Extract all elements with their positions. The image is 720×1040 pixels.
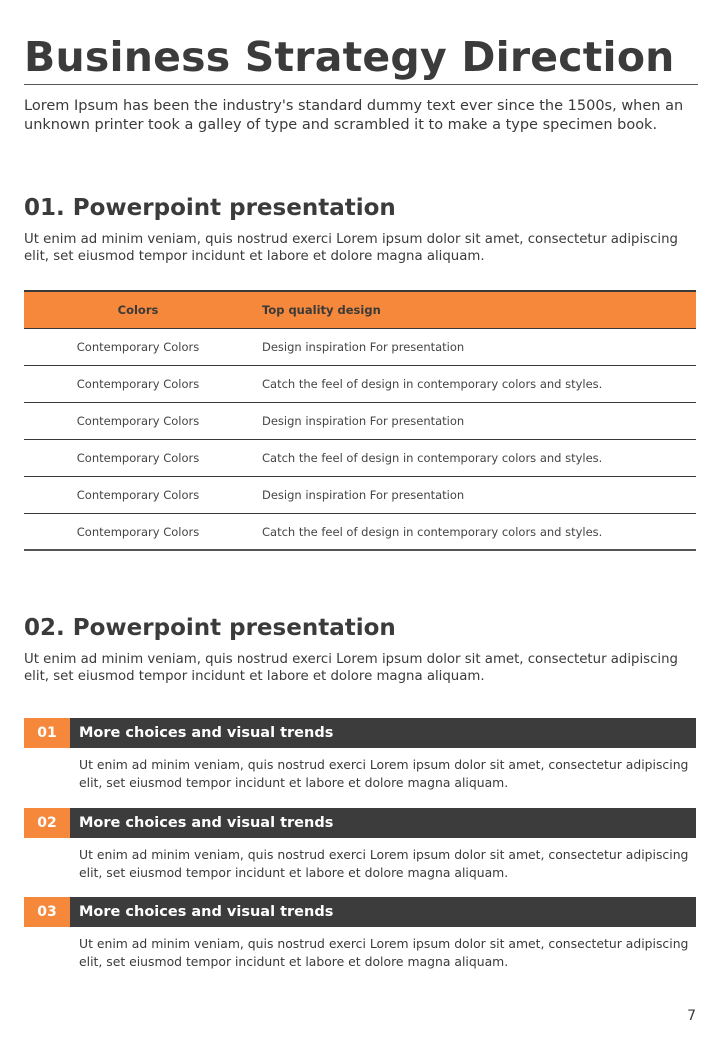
trend-item-number: 03 xyxy=(24,897,70,927)
table-cell-color: Contemporary Colors xyxy=(76,488,200,502)
trend-item-header xyxy=(24,808,696,838)
trend-item-title: More choices and visual trends xyxy=(79,815,334,831)
trend-item xyxy=(24,808,696,882)
trend-item-header xyxy=(24,897,696,927)
trend-item-text: Ut enim ad minim veniam, quis nostrud exerci Lorem ipsum dolor sit amet, consectetur adipiscing elit, set eiusmod tempor incidunt et labore et dolore magna aliquam. xyxy=(79,757,689,790)
section-1-description: Ut enim ad minim veniam, quis nostrud exerci Lorem ipsum dolor sit amet, consectetur adipiscing elit, set eiusmod tempor incidunt et labore et dolore magna aliquam. xyxy=(24,232,678,264)
trend-item xyxy=(24,897,696,971)
trend-item-title: More choices and visual trends xyxy=(79,725,334,741)
table-cell-design: Design inspiration For presentation xyxy=(262,340,465,354)
trend-item xyxy=(24,718,696,792)
table-row xyxy=(24,329,696,366)
table-header xyxy=(24,292,696,329)
table-row xyxy=(24,477,696,514)
trend-item-text: Ut enim ad minim veniam, quis nostrud exerci Lorem ipsum dolor sit amet, consectetur adipiscing elit, set eiusmod tempor incidunt et labore et dolore magna aliquam. xyxy=(79,847,689,880)
table-header-colors: Colors xyxy=(117,303,159,317)
colors-table xyxy=(24,290,696,551)
table-cell-color: Contemporary Colors xyxy=(76,414,200,428)
table-cell-color: Contemporary Colors xyxy=(76,340,200,354)
table-row xyxy=(24,514,696,549)
table-row xyxy=(24,366,696,403)
table-cell-color: Contemporary Colors xyxy=(76,451,200,465)
page-title: Business Strategy Direction xyxy=(24,33,675,81)
section-1-title: 01. Powerpoint presentation xyxy=(24,195,396,221)
table-cell-color: Contemporary Colors xyxy=(76,524,200,539)
trend-item-title: More choices and visual trends xyxy=(79,904,334,920)
table-row xyxy=(24,440,696,477)
section-2-title: 02. Powerpoint presentation xyxy=(24,615,396,641)
trend-item-number: 02 xyxy=(24,808,70,838)
table-row xyxy=(24,403,696,440)
intro-paragraph: Lorem Ipsum has been the industry's standard dummy text ever since the 1500s, when an unknown printer took a galley of type and scrambled it to make a type specimen book. xyxy=(24,98,684,133)
table-cell-design: Design inspiration For presentation xyxy=(262,414,465,428)
table-cell-design: Catch the feel of design in contemporary colors and styles. xyxy=(262,524,603,539)
table-cell-design: Catch the feel of design in contemporary colors and styles. xyxy=(262,377,603,391)
page-number: 7 xyxy=(687,1008,696,1024)
trend-item-text: Ut enim ad minim veniam, quis nostrud exerci Lorem ipsum dolor sit amet, consectetur adipiscing elit, set eiusmod tempor incidunt et labore et dolore magna aliquam. xyxy=(79,936,689,969)
table-cell-design: Catch the feel of design in contemporary colors and styles. xyxy=(262,451,603,465)
title-divider xyxy=(24,84,698,85)
trend-item-header xyxy=(24,718,696,748)
table-header-design: Top quality design xyxy=(262,303,381,317)
trend-item-number: 01 xyxy=(24,718,70,748)
section-2-description: Ut enim ad minim veniam, quis nostrud exerci Lorem ipsum dolor sit amet, consectetur adipiscing elit, set eiusmod tempor incidunt et labore et dolore magna aliquam. xyxy=(24,652,678,684)
table-cell-design: Design inspiration For presentation xyxy=(262,488,465,502)
table-cell-color: Contemporary Colors xyxy=(76,377,200,391)
